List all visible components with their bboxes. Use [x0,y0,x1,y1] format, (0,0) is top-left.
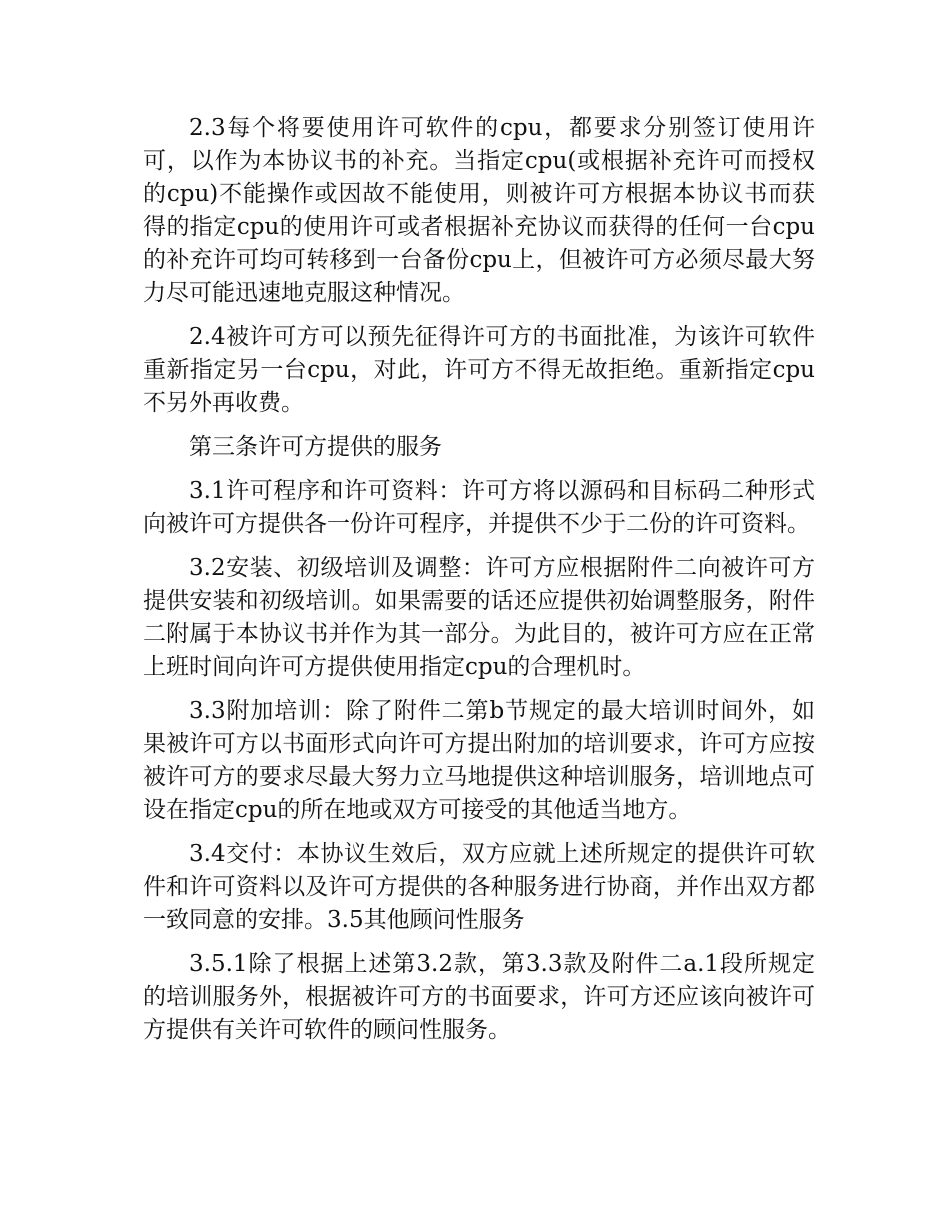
clause-2-4: 2.4被许可方可以预先征得许可方的书面批准，为该许可软件重新指定另一台cpu，对此，许可方不得无故拒绝。重新指定cpu不另外再收费。 [143,324,815,416]
clause-3-3: 3.3附加培训：除了附件二第b节规定的最大培训时间外，如果被许可方以书面形式向许可方提出附加的培训要求，许可方应按被许可方的要求尽最大努力立马地提供这种培训服务，培训地点可设在指定cpu的所在地或双方可接受的其他适当地方。 [143,698,815,823]
clause-2-3: 2.3每个将要使用许可软件的cpu，都要求分别签订使用许可，以作为本协议书的补充。当指定cpu(或根据补充许可而授权的cpu)不能操作或因故不能使用，则被许可方根据本协议书而获得的指定cpu的使用许可或者根据补充协议而获得的任何一台cpu的补充许可均可转移到一台备份cpu上，但被许可方必须尽最大努力尽可能迅速地克服这种情况。 [143,115,815,306]
clause-3-5-1: 3.5.1除了根据上述第3.2款，第3.3款及附件二a.1段所规定的培训服务外，根据被许可方的书面要求，许可方还应该向被许可方提供有关许可软件的顾问性服务。 [143,951,815,1043]
document-page [143,112,815,1058]
clause-3-2: 3.2安装、初级培训及调整：许可方应根据附件二向被许可方提供安装和初级培训。如果需要的话还应提供初始调整服务，附件二附属于本协议书并作为其一部分。为此目的，被许可方应在正常上班时间向许可方提供使用指定cpu的合理机时。 [143,555,815,680]
article-3-heading: 第三条许可方提供的服务 [189,434,442,460]
clause-3-4: 3.4交付：本协议生效后，双方应就上述所规定的提供许可软件和许可资料以及许可方提供的各种服务进行协商，并作出双方都一致同意的安排。3.5其他顾问性服务 [143,841,815,933]
clause-3-1: 3.1许可程序和许可资料：许可方将以源码和目标码二种形式向被许可方提供各一份许可程序，并提供不少于二份的许可资料。 [143,478,815,537]
